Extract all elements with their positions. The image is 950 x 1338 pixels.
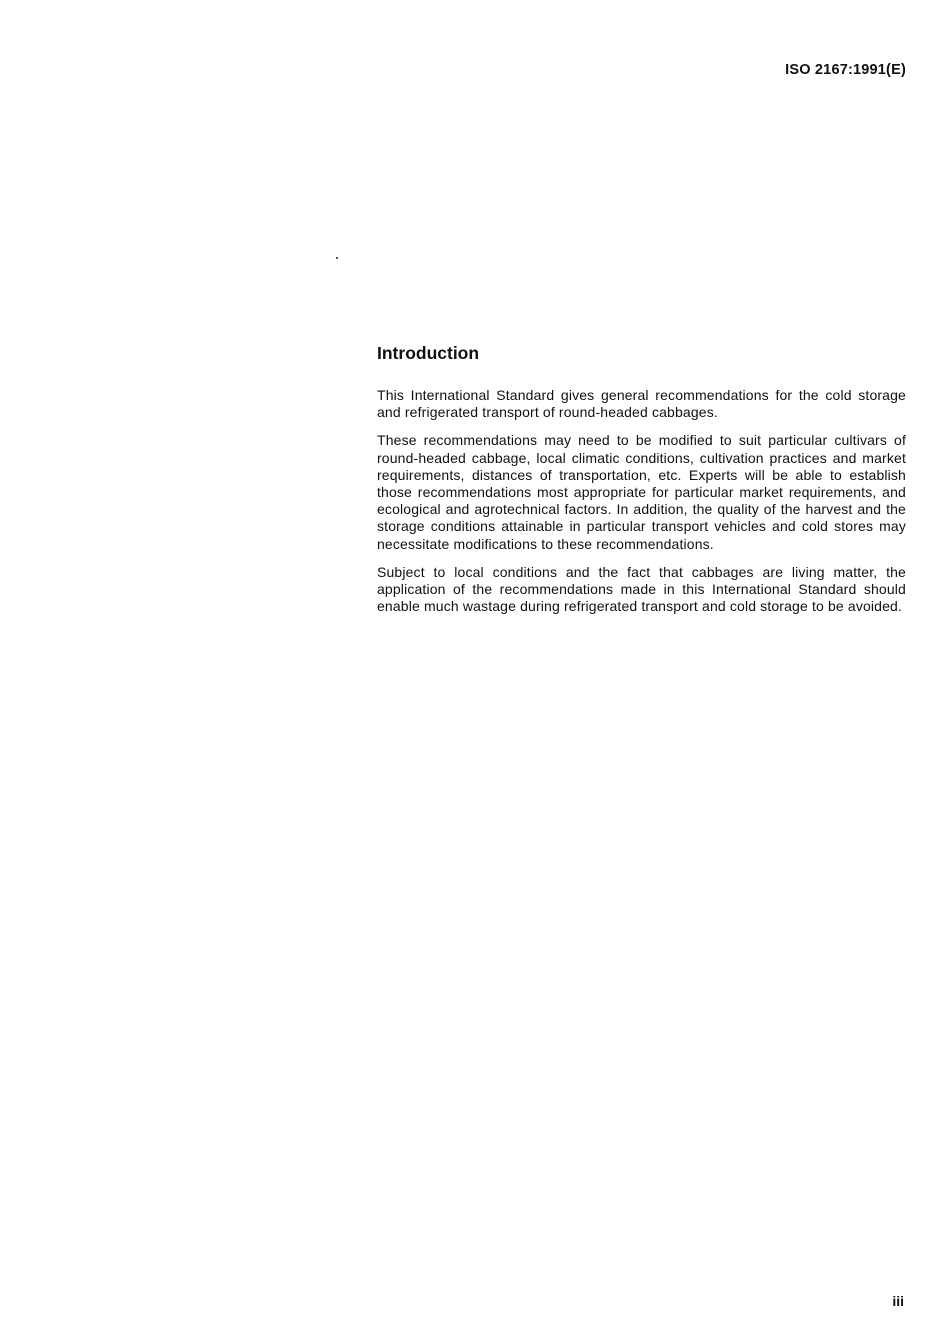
introduction-section (377, 341, 906, 626)
document-header-standard-id: ISO 2167:1991(E) (785, 62, 906, 78)
scan-speck (336, 257, 338, 259)
paragraph-2: These recommendations may need to be modified to suit particular cultivars of round-headed cabbage, local climatic conditions, cultivation practices and market requirements, distances of transportation, etc. Experts will be able to establish those recommendations most appropriate for particular market requirements, and ecological and agrotechnical factors. In addition, the quality of the harvest and the storage conditions attainable in particular transport vehicles and cold stores may necessitate modifications to these recommendations. (377, 432, 906, 552)
page-number: iii (892, 1293, 904, 1309)
paragraph-1: This International Standard gives general recommendations for the cold storage and refrigerated transport of round-headed cabbages. (377, 387, 906, 421)
paragraph-3: Subject to local conditions and the fact that cabbages are living matter, the application of the recommendations made in this International Standard should enable much wastage during refrigerated transport and cold storage to be avoided. (377, 563, 906, 615)
section-heading: Introduction (377, 343, 480, 363)
